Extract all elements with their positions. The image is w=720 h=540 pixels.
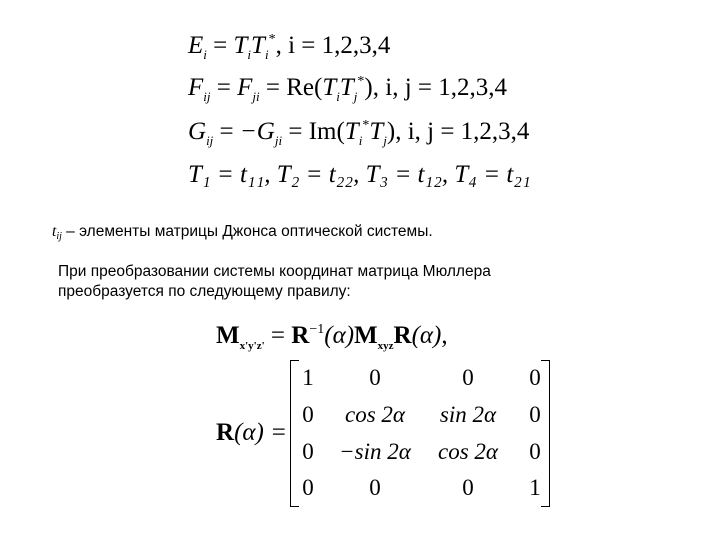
mueller-end: , bbox=[441, 322, 448, 349]
paragraph-line-1: При преобразовании системы координат матрица Мюллера bbox=[58, 263, 491, 280]
equation-f: $F_{ij} = F_{ji} = Re(T_iT_j^*)$, i, j = 1,2,3,4 bbox=[188, 74, 507, 104]
matrix-cell: 0 bbox=[369, 365, 381, 390]
eq2-cond: , i, j = 1,2,3,4 bbox=[372, 74, 507, 101]
matrix-cell: 1 bbox=[529, 475, 541, 500]
matrix-cell: cos 2α bbox=[345, 402, 405, 427]
tij-symbol: $t_{ij}$ bbox=[52, 223, 62, 242]
eq1-lhs-sub: i bbox=[203, 47, 207, 62]
mueller-Mxyz-sub: xyz bbox=[377, 340, 394, 352]
eq1-lhs: E bbox=[188, 32, 204, 59]
equation-e: $E_i = T_iT_i^*$, i = 1,2,3,4 bbox=[188, 32, 391, 62]
eq3-cond: , i, j = 1,2,3,4 bbox=[395, 118, 530, 145]
mueller-alpha-2: (α) bbox=[411, 322, 442, 349]
tij-description bbox=[52, 222, 433, 242]
mueller-equation: $M_{x'y'z'} = R^{-1}(\alpha)M_{xyz}R(\alpha)$, bbox=[216, 322, 448, 352]
matrix-cell: 1 bbox=[302, 365, 314, 390]
equation-t: T₁ = t₁₁, T₂ = t₂₂, T₃ = t₁₂, T₄ = t₂₁ bbox=[188, 161, 531, 188]
matrix-cell: 0 bbox=[529, 402, 541, 427]
matrix-cell: 0 bbox=[529, 365, 541, 390]
eq3-rhs: −G bbox=[239, 118, 275, 145]
matrix-cell: cos 2α bbox=[438, 439, 498, 464]
eq3-fn: Im bbox=[308, 118, 337, 145]
matrix-cell: 0 bbox=[529, 439, 541, 464]
eq4-item-2: T₂ = t₂₂ bbox=[276, 161, 354, 188]
rotation-R: R bbox=[216, 419, 235, 446]
mueller-R: R bbox=[291, 322, 310, 349]
mueller-R-sup: −1 bbox=[309, 322, 325, 337]
matrix-cell: −sin 2α bbox=[339, 439, 411, 464]
eq2-lhs-sub: ij bbox=[203, 89, 211, 104]
eq4-item-3: T₃ = t₁₂ bbox=[365, 161, 442, 188]
mueller-M-sub: x'y'z' bbox=[239, 340, 265, 352]
eq1-cond: , i = 1,2,3,4 bbox=[275, 32, 391, 59]
matrix-cell: sin 2α bbox=[439, 402, 497, 427]
rotation-arg: (α) = bbox=[234, 419, 287, 446]
eq4-item-4: T₄ = t₂₁ bbox=[454, 161, 531, 188]
matrix-cell: 0 bbox=[302, 402, 314, 427]
matrix-cell: 0 bbox=[302, 475, 314, 500]
tij-desc-text: – элементы матрицы Джонса оптической системы. bbox=[61, 223, 433, 240]
eq2-lhs: F bbox=[188, 74, 204, 101]
mueller-R2: R bbox=[393, 322, 412, 349]
matrix-cell: 0 bbox=[462, 475, 474, 500]
matrix-cell: 0 bbox=[462, 365, 474, 390]
eq3-lhs: G bbox=[188, 118, 207, 145]
eq2-fn: Re bbox=[286, 74, 315, 101]
mueller-M: M bbox=[216, 322, 240, 349]
eq4-item-1: T₁ = t₁₁ bbox=[188, 161, 265, 188]
eq3-lhs-sub: ij bbox=[206, 133, 214, 148]
rotation-matrix bbox=[290, 360, 550, 505]
paragraph-line-2: преобразуется по следующему правилу: bbox=[58, 283, 351, 300]
equation-g: $G_{ij} = -G_{ji} = Im(T_i^*T_j)$, i, j = 1,2,3,4 bbox=[188, 118, 530, 148]
mueller-Mxyz: M bbox=[354, 322, 378, 349]
eq2-rhs-sub: ji bbox=[252, 89, 260, 104]
matrix-cell: 0 bbox=[302, 439, 314, 464]
eq2-rhs: F bbox=[237, 74, 253, 101]
eq3-rhs-sub: ji bbox=[274, 133, 283, 148]
mueller-alpha-1: (α) bbox=[324, 322, 355, 349]
matrix-cell: 0 bbox=[369, 475, 381, 500]
